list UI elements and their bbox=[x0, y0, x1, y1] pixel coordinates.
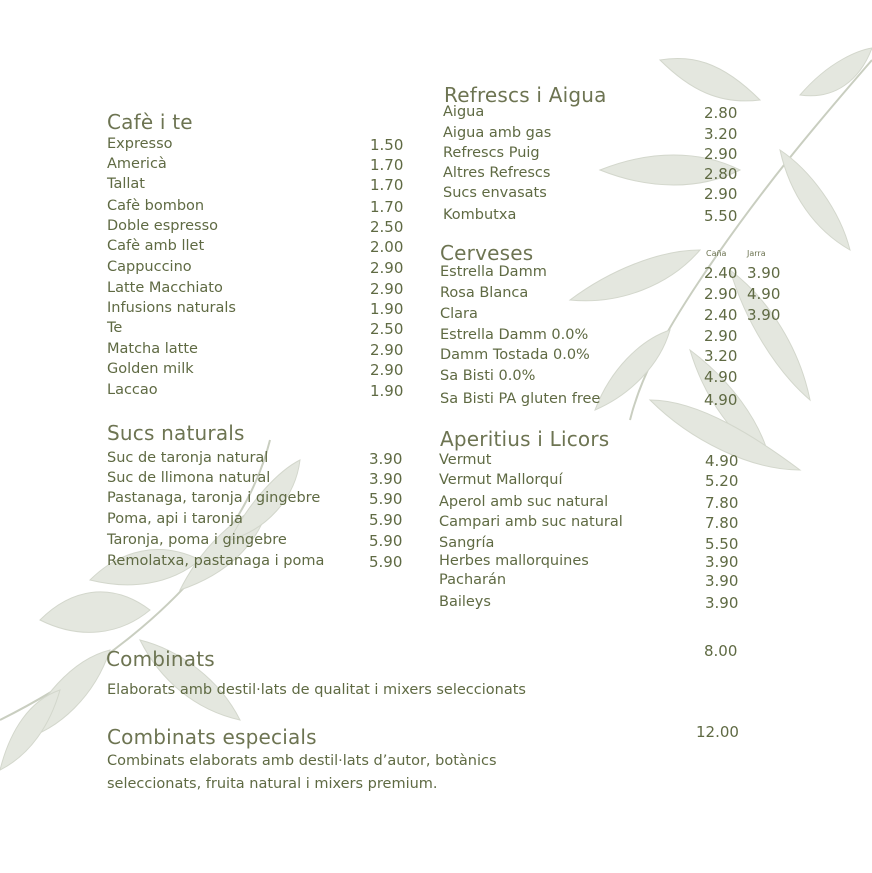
combinats-description: Elaborats amb destil·lats de qualitat i mixers seleccionats bbox=[107, 682, 526, 698]
menu-item-name: Pastanaga, taronja i gingebre bbox=[107, 490, 321, 506]
menu-item-price: 5.50 bbox=[705, 535, 739, 553]
menu-item-price: 2.90 bbox=[704, 327, 738, 345]
menu-item-price: 3.90 bbox=[369, 450, 403, 468]
menu-item-name: Cafè amb llet bbox=[107, 238, 205, 254]
menu-item-price: 2.90 bbox=[370, 341, 404, 359]
menu-item-price: 3.20 bbox=[704, 347, 738, 365]
menu-item-price: 3.90 bbox=[369, 470, 403, 488]
menu-item-price: 1.90 bbox=[370, 300, 404, 318]
menu-item-name: Aigua amb gas bbox=[443, 125, 552, 141]
menu-item-price: 2.90 bbox=[370, 280, 404, 298]
menu-item-name: Damm Tostada 0.0% bbox=[440, 347, 590, 363]
menu-item-price: 7.80 bbox=[705, 494, 739, 512]
menu-item-price: 2.90 bbox=[704, 185, 738, 203]
menu-item-price: 3.90 bbox=[705, 572, 739, 590]
menu-item-price: 4.90 bbox=[704, 368, 738, 386]
combinats-price: 8.00 bbox=[704, 642, 738, 660]
column-header-cana: Caña bbox=[706, 249, 727, 258]
menu-item-name: Rosa Blanca bbox=[440, 285, 529, 301]
menu-item-price: 5.90 bbox=[369, 532, 403, 550]
menu-item-price: 3.90 bbox=[705, 553, 739, 571]
menu-item-name: Kombutxa bbox=[443, 207, 517, 223]
section-title-combinats-especials: Combinats especials bbox=[107, 725, 317, 749]
section-title-sucs: Sucs naturals bbox=[107, 421, 245, 445]
menu-item-price: 2.50 bbox=[370, 218, 404, 236]
menu-item-price: 2.80 bbox=[704, 165, 738, 183]
menu-item-price: 5.20 bbox=[705, 472, 739, 490]
menu-item-price: 5.90 bbox=[369, 553, 403, 571]
menu-item-name: Sa Bisti PA gluten free bbox=[440, 391, 601, 407]
menu-item-name: Suc de llimona natural bbox=[107, 470, 271, 486]
menu-item-name: Pacharán bbox=[439, 572, 507, 588]
menu-item-name: Baileys bbox=[439, 594, 491, 610]
column-header-jarra: Jarra bbox=[747, 249, 766, 258]
menu-item-price: 4.90 bbox=[705, 452, 739, 470]
section-title-aperitius: Aperitius i Licors bbox=[440, 427, 610, 451]
menu-item-price: 2.50 bbox=[370, 320, 404, 338]
menu-item-name: Golden milk bbox=[107, 361, 194, 377]
menu-item-name: Doble espresso bbox=[107, 218, 219, 234]
menu-item-name: Sucs envasats bbox=[443, 185, 547, 201]
menu-item-price: 1.70 bbox=[370, 156, 404, 174]
section-title-cafe: Cafè i te bbox=[107, 110, 193, 134]
menu-item-price: 2.00 bbox=[370, 238, 404, 256]
menu-item-price: 2.80 bbox=[704, 104, 738, 122]
menu-item-price: 1.70 bbox=[370, 198, 404, 216]
menu-item-name: Laccao bbox=[107, 382, 158, 398]
menu-item-price: 1.70 bbox=[370, 176, 404, 194]
menu-item-price: 1.90 bbox=[370, 382, 404, 400]
menu-item-name: Americà bbox=[107, 156, 167, 172]
menu-item-name: Clara bbox=[440, 306, 478, 322]
menu-item-name: Infusions naturals bbox=[107, 300, 236, 316]
menu-item-price: 2.40 bbox=[704, 264, 738, 282]
menu-item-price: 7.80 bbox=[705, 514, 739, 532]
menu-item-name: Sangría bbox=[439, 535, 495, 551]
menu-item-name: Taronja, poma i gingebre bbox=[107, 532, 287, 548]
menu-item-price: 5.90 bbox=[369, 490, 403, 508]
menu-item-name: Herbes mallorquines bbox=[439, 553, 589, 569]
menu-item-name: Cafè bombon bbox=[107, 198, 205, 214]
menu-item-name: Aigua bbox=[443, 104, 485, 120]
menu-item-price: 3.90 bbox=[705, 594, 739, 612]
menu-item-price: 4.90 bbox=[704, 391, 738, 409]
menu-item-name: Vermut bbox=[439, 452, 492, 468]
section-title-refrescs: Refrescs i Aigua bbox=[444, 83, 607, 107]
menu-item-price-jarra: 3.90 bbox=[747, 306, 781, 324]
menu-item-name: Suc de taronja natural bbox=[107, 450, 269, 466]
menu-item-name: Estrella Damm 0.0% bbox=[440, 327, 589, 343]
menu-item-price-jarra: 3.90 bbox=[747, 264, 781, 282]
menu-item-price: 3.20 bbox=[704, 125, 738, 143]
menu-item-name: Remolatxa, pastanaga i poma bbox=[107, 553, 325, 569]
combinats-especials-price: 12.00 bbox=[696, 723, 739, 741]
menu-item-name: Poma, api i taronja bbox=[107, 511, 243, 527]
menu-item-price: 1.50 bbox=[370, 136, 404, 154]
combinats-especials-description-line2: seleccionats, fruita natural i mixers premium. bbox=[107, 776, 438, 792]
menu-item-name: Sa Bisti 0.0% bbox=[440, 368, 536, 384]
menu-item-price: 2.90 bbox=[704, 285, 738, 303]
menu-item-name: Campari amb suc natural bbox=[439, 514, 623, 530]
menu-item-name: Estrella Damm bbox=[440, 264, 547, 280]
menu-item-price: 2.90 bbox=[704, 145, 738, 163]
menu-item-price: 2.90 bbox=[370, 259, 404, 277]
menu-item-name: Expresso bbox=[107, 136, 173, 152]
menu-item-price-jarra: 4.90 bbox=[747, 285, 781, 303]
menu-item-name: Matcha latte bbox=[107, 341, 198, 357]
menu-item-name: Altres Refrescs bbox=[443, 165, 551, 181]
combinats-especials-description-line1: Combinats elaborats amb destil·lats d’autor, botànics bbox=[107, 753, 497, 769]
menu-item-name: Cappuccino bbox=[107, 259, 192, 275]
section-title-combinats: Combinats bbox=[106, 647, 215, 671]
menu-item-price: 5.90 bbox=[369, 511, 403, 529]
menu-item-name: Vermut Mallorquí bbox=[439, 472, 563, 488]
menu-item-price: 2.40 bbox=[704, 306, 738, 324]
menu-item-name: Latte Macchiato bbox=[107, 280, 223, 296]
menu-item-name: Refrescs Puig bbox=[443, 145, 540, 161]
section-title-cerveses: Cerveses bbox=[440, 241, 534, 265]
menu-item-name: Tallat bbox=[107, 176, 145, 192]
menu-item-price: 2.90 bbox=[370, 361, 404, 379]
menu-item-price: 5.50 bbox=[704, 207, 738, 225]
menu-item-name: Aperol amb suc natural bbox=[439, 494, 609, 510]
menu-item-name: Te bbox=[107, 320, 123, 336]
